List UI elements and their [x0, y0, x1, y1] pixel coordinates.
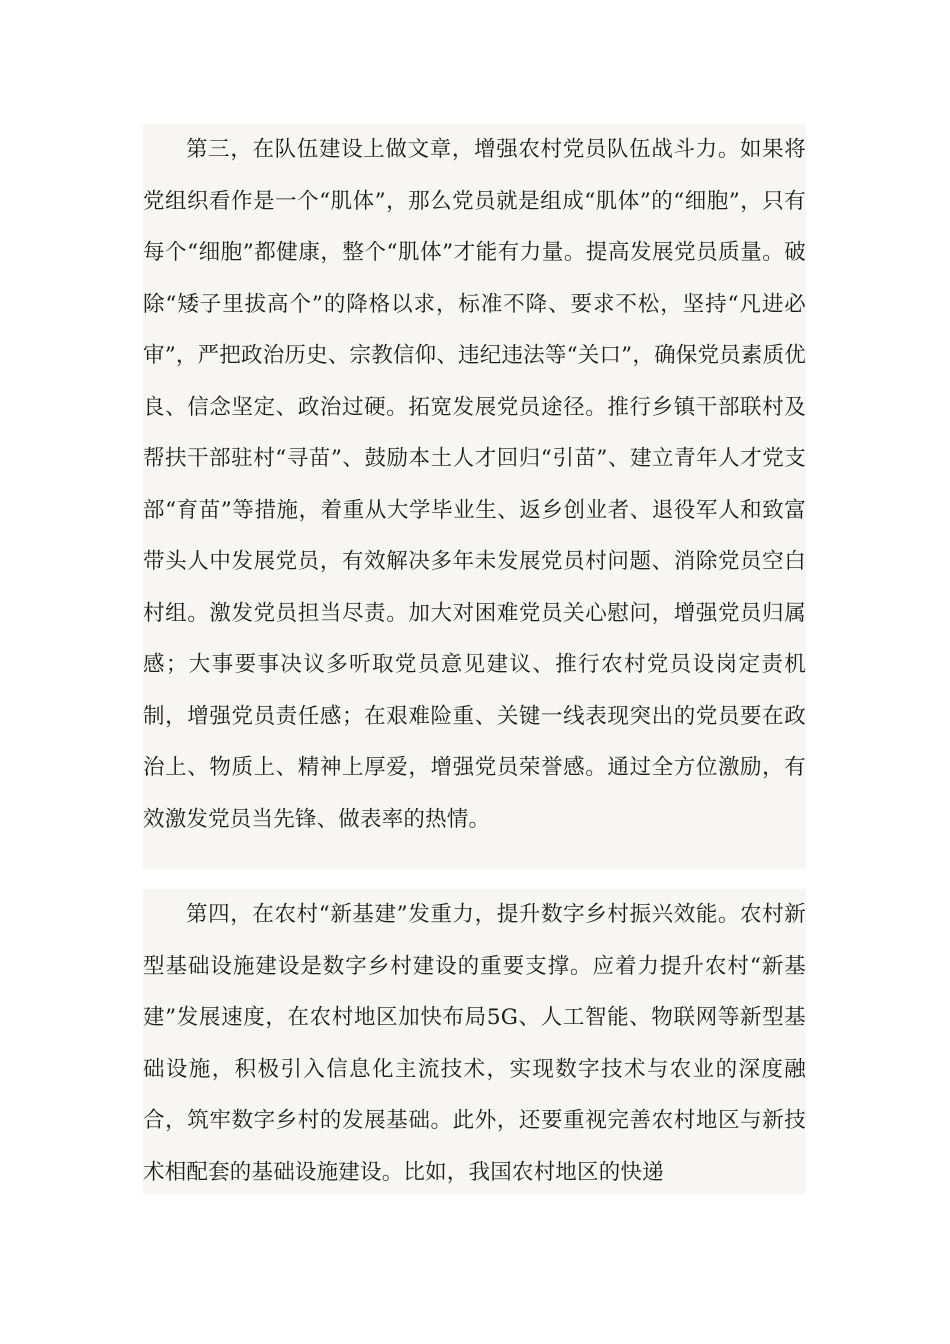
text-block-section-3	[143, 124, 806, 869]
paragraph-section-3: 第三，在队伍建设上做文章，增强农村党员队伍战斗力。如果将党组织看作是一个“肌体”，那么党员就是组成“肌体”的“细胞”，只有每个“细胞”都健康，整个“肌体”才能有力量。提高发展党员质量。破除“矮子里拔高个”的降格以求，标准不降、要求不松，坚持“凡进必审”，严把政治历史、宗教信仰、违纪违法等“关口”，确保党员素质优良、信念坚定、政治过硬。拓宽发展党员途径。推行乡镇干部联村及帮扶干部驻村“寻苗”、鼓励本土人才回归“引苗”、建立青年人才党支部“育苗”等措施，着重从大学毕业生、返乡创业者、退役军人和致富带头人中发展党员，有效解决多年未发展党员村问题、消除党员空白村组。激发党员担当尽责。加大对困难党员关心慰问，增强党员归属感；大事要事决议多听取党员意见建议、推行农村党员设岗定责机制，增强党员责任感；在艰难险重、关键一线表现突出的党员要在政治上、物质上、精神上厚爱，增强党员荣誉感。通过全方位激励，有效激发党员当先锋、做表率的热情。	[143, 137, 806, 832]
paragraph-section-4: 第四，在农村“新基建”发重力，提升数字乡村振兴效能。农村新型基础设施建设是数字乡村建设的重要支撑。应着力提升农村“新基建”发展速度，在农村地区加快布局5G、人工智能、物联网等新型基础设施，积极引入信息化主流技术，实现数字技术与农业的深度融合，筑牢数字乡村的发展基础。此外，还要重视完善农村地区与新技术相配套的基础设施建设。比如，我国农村地区的快递	[143, 902, 806, 1185]
text-block-section-4	[143, 889, 806, 1194]
